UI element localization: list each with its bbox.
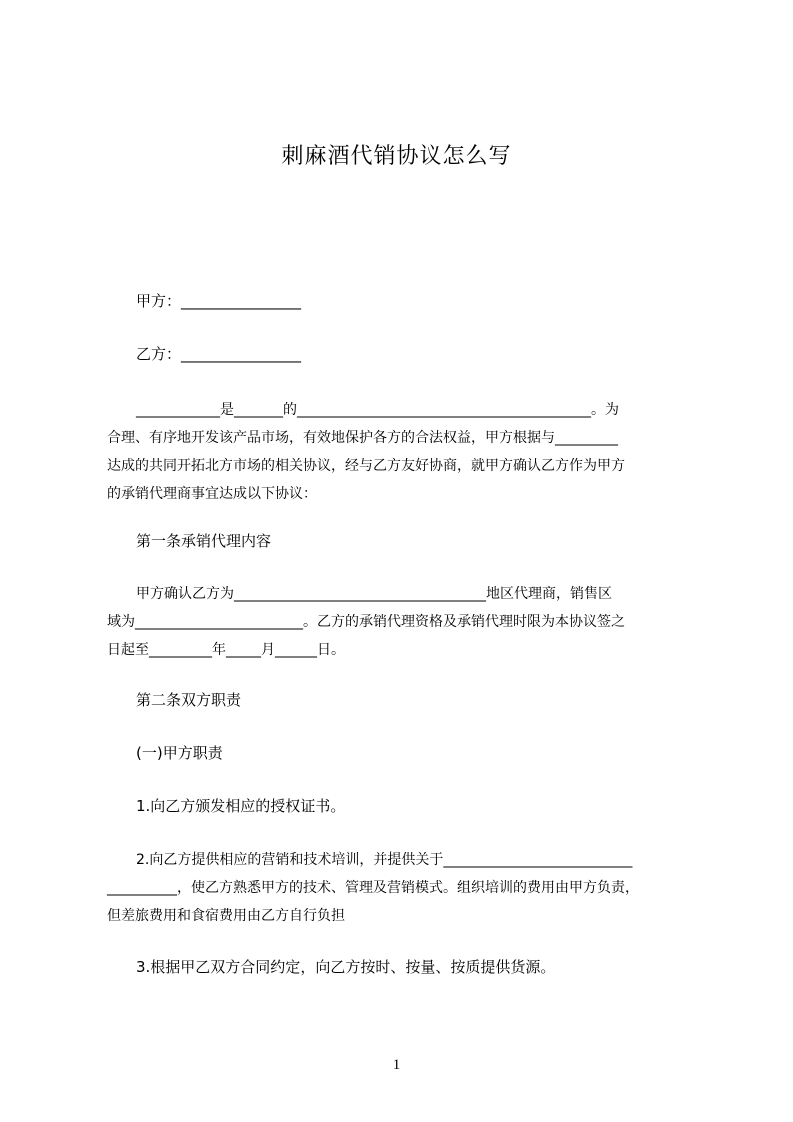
- party-b-line: 乙方：________________: [136, 345, 302, 363]
- duty-2-line-1: 2.向乙方提供相应的营销和技术培训，并提供关于___________________________: [136, 852, 633, 868]
- page-number: 1: [392, 1057, 401, 1073]
- duty-1: 1.向乙方颁发相应的授权证书。: [136, 797, 346, 815]
- intro-line-2: 合理、有序地开发该产品市场，有效地保护各方的合法权益，甲方根据与_________: [107, 430, 618, 446]
- party-a-line: 甲方：________________: [136, 292, 302, 310]
- intro-line-1: ____________是_______的__________________________________________。为: [136, 402, 619, 418]
- article1-line-2: 域为________________________。乙方的承销代理资格及承销代理时限为本协议签之: [107, 614, 625, 630]
- intro-line-4: 的承销代理商事宜达成以下协议：: [107, 486, 317, 502]
- duty-2-line-3: 但差旅费用和食宿费用由乙方自行负担: [107, 908, 345, 924]
- intro-line-3: 达成的共同开拓北方市场的相关协议，经与乙方友好协商，就甲方确认乙方作为甲方: [107, 458, 625, 474]
- document-title: 刺麻酒代销协议怎么写: [281, 144, 512, 169]
- duty-2-line-2: __________，使乙方熟悉甲方的技术、管理及营销模式。组织培训的费用由甲方负责，: [107, 880, 639, 896]
- article1-line-3: 日起至_________年_____月______日。: [107, 642, 345, 658]
- duty-3: 3.根据甲乙双方合同约定，向乙方按时、按量、按质提供货源。: [136, 958, 556, 976]
- article1-line-1: 甲方确认乙方为____________________________________地区代理商，销售区: [136, 586, 612, 602]
- article1-heading: 第一条承销代理内容: [136, 532, 272, 550]
- party-a-duties-heading: (一)甲方职责: [136, 744, 223, 762]
- article2-heading: 第二条双方职责: [136, 691, 242, 709]
